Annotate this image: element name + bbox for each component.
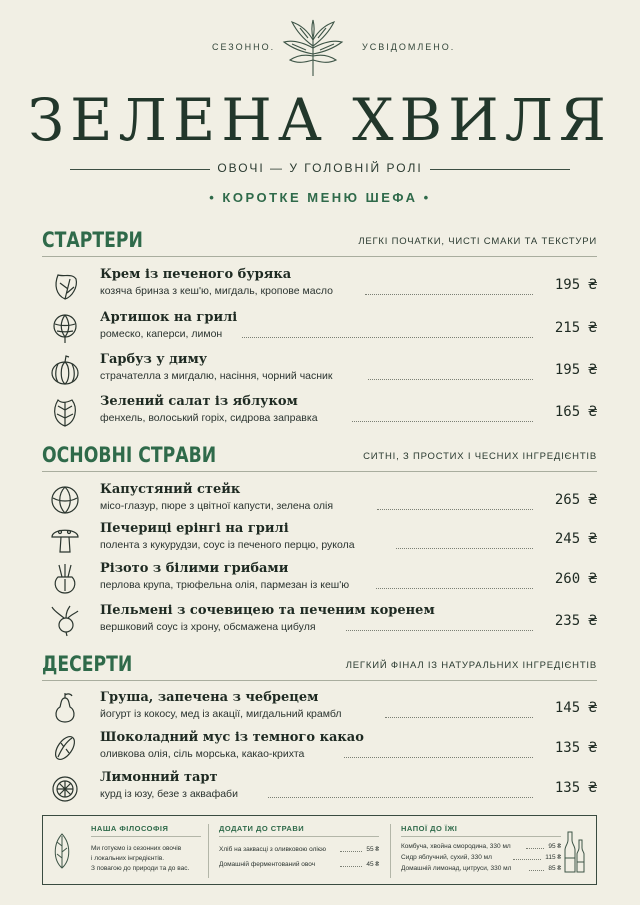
leader-dots <box>513 859 541 860</box>
item-description: перлова крупа, трюфельна олія, пармезан із кеш'ю <box>100 579 350 591</box>
item-description: оливкова олія, сіль морська, какао-крихта <box>100 748 305 760</box>
tag-mindful: УСВІДОМЛЕНО. <box>362 42 456 52</box>
extra-item <box>219 861 379 868</box>
item-description: полента з кукурудзи, соус із печеного перцю, рукола <box>100 539 355 551</box>
leader-dots <box>346 630 533 631</box>
item-price: 215 ₴ <box>554 320 597 336</box>
footer-divider <box>390 824 391 878</box>
extra-name: Хліб на заквасці з оливковою олією <box>219 846 327 853</box>
item-price: 145 ₴ <box>554 700 597 716</box>
restaurant-name: ЗЕЛЕНА ХВИЛЯ <box>28 86 612 154</box>
footer-heading: НАША ФІЛОСОФІЯ <box>91 824 169 833</box>
item-description: курд із юзу, безе з аквафаби <box>100 788 238 800</box>
item-name: Різото з білими грибами <box>100 561 289 576</box>
section-title: ОСНОВНІ СТРАВИ <box>42 443 217 467</box>
cabbage-icon <box>50 484 80 516</box>
section-subtitle: ЛЕГКИЙ ФІНАЛ ІЗ НАТУРАЛЬНИХ ІНГРЕДІЄНТІВ <box>345 660 597 671</box>
footer-rule <box>219 836 379 837</box>
leader-dots <box>377 509 533 510</box>
item-price: 165 ₴ <box>554 404 597 420</box>
section-subtitle: СИТНІ, З ПРОСТИХ І ЧЕСНИХ ІНГРЕДІЄНТІВ <box>363 451 597 462</box>
section-divider <box>42 471 597 472</box>
leaf-bunch-icon <box>278 18 348 78</box>
footer-philosophy <box>91 824 201 874</box>
artichoke-icon <box>50 312 80 344</box>
footer-box <box>42 815 597 885</box>
header-top <box>0 18 640 78</box>
leader-dots <box>352 421 533 422</box>
leaf-icon <box>51 830 73 870</box>
item-price: 265 ₴ <box>554 492 597 508</box>
leader-dots <box>526 848 544 849</box>
extra-price: 55 ₴ <box>366 846 379 853</box>
philosophy-line: і локальних інгредієнтів. <box>91 855 165 862</box>
item-name: Артишок на грилі <box>100 310 238 325</box>
drink-item <box>401 854 561 861</box>
section-desserts-header <box>42 652 597 678</box>
lettuce-icon <box>50 396 80 428</box>
mushroom-icon <box>50 523 80 555</box>
section-title: СТАРТЕРИ <box>42 228 143 252</box>
fennel-icon <box>50 563 80 595</box>
philosophy-line: З повагою до природи та до вас. <box>91 865 190 872</box>
menu-item <box>42 730 597 770</box>
bottles-icon <box>560 828 586 874</box>
item-description: фенхель, волоський горіх, сидрова заправка <box>100 412 318 424</box>
item-price: 195 ₴ <box>554 362 597 378</box>
menu-item <box>42 394 597 434</box>
section-mains-header <box>42 443 597 469</box>
pumpkin-icon <box>50 354 80 386</box>
menu-item <box>42 482 597 522</box>
item-description: йогурт із кокосу, мед із акації, мигдальний крамбл <box>100 708 342 720</box>
extra-item <box>219 846 379 853</box>
leader-dots <box>340 866 362 867</box>
drink-price: 95 ₴ <box>548 843 561 850</box>
leader-dots <box>365 294 533 295</box>
drink-item <box>401 843 561 850</box>
menu-item <box>42 521 597 561</box>
section-divider <box>42 256 597 257</box>
divider-line <box>430 169 570 170</box>
item-name: Гарбуз у диму <box>100 352 208 367</box>
item-price: 260 ₴ <box>554 571 597 587</box>
radish-icon <box>50 605 80 637</box>
leader-dots <box>529 870 544 871</box>
cocoa-pod-icon <box>50 732 80 764</box>
item-description: козяча бринза з кеш'ю, мигдаль, кропове масло <box>100 285 333 297</box>
item-description: страчателла з мигдалю, насіння, чорний часник <box>100 370 333 382</box>
leader-dots <box>368 379 533 380</box>
item-name: Лимонний тарт <box>100 770 218 785</box>
item-name: Крем із печеного буряка <box>100 267 292 282</box>
menu-item <box>42 770 597 810</box>
drink-price: 115 ₴ <box>545 854 561 861</box>
item-name: Зелений салат із яблуком <box>100 394 298 409</box>
menu-item <box>42 603 597 643</box>
drink-price: 85 ₴ <box>548 865 561 872</box>
tagline-row <box>70 161 570 177</box>
lemon-icon <box>50 772 80 804</box>
section-subtitle: ЛЕГКІ ПОЧАТКИ, ЧИСТІ СМАКИ ТА ТЕКСТУРИ <box>358 236 597 247</box>
item-name: Груша, запечена з чебрецем <box>100 690 319 705</box>
menu-item <box>42 310 597 350</box>
footer-rule <box>91 836 201 837</box>
beet-leaf-icon <box>50 269 80 301</box>
leader-dots <box>385 717 533 718</box>
leader-dots <box>242 337 533 338</box>
item-price: 135 ₴ <box>554 780 597 796</box>
philosophy-line: Ми готуємо із сезонних овочів <box>91 845 182 852</box>
item-name: Пельмені з сочевицею та печеним коренем <box>100 603 435 618</box>
item-name: Печериці ерінгі на грилі <box>100 521 289 536</box>
menu-item <box>42 267 597 307</box>
item-description: ромеско, каперси, лимон <box>100 328 223 340</box>
item-price: 235 ₴ <box>554 613 597 629</box>
leader-dots <box>396 548 533 549</box>
menu-item <box>42 561 597 601</box>
footer-drinks <box>401 824 561 880</box>
footer-extras <box>219 824 379 880</box>
tag-seasonal: СЕЗОННО. <box>212 42 276 52</box>
item-description: місо-глазур, пюре з цвітної капусти, зелена олія <box>100 500 334 512</box>
drink-name: Домашній лимонад, цитруси, 330 мл <box>401 865 512 872</box>
item-price: 135 ₴ <box>554 740 597 756</box>
leader-dots <box>268 797 533 798</box>
item-name: Шоколадний мус із темного какао <box>100 730 364 745</box>
drink-name: Комбуча, хвойна смородина, 330 мл <box>401 843 511 850</box>
leader-dots <box>376 588 533 589</box>
drink-item <box>401 865 561 872</box>
leader-dots <box>344 757 533 758</box>
menu-item <box>42 690 597 730</box>
menu-item <box>42 352 597 392</box>
extra-price: 45 ₴ <box>366 861 379 868</box>
section-starters-header <box>42 228 597 254</box>
item-name: Капустяний стейк <box>100 482 241 497</box>
section-divider <box>42 680 597 681</box>
extra-name: Домашній ферментований овоч <box>219 861 316 868</box>
leader-dots <box>340 851 362 852</box>
pear-icon <box>50 692 80 724</box>
footer-divider <box>208 824 209 878</box>
section-title: ДЕСЕРТИ <box>42 652 133 676</box>
item-price: 195 ₴ <box>554 277 597 293</box>
footer-heading: ДОДАТИ ДО СТРАВИ <box>219 824 305 833</box>
footer-rule <box>401 836 561 837</box>
drink-name: Сидр яблучний, сухий, 330 мл <box>401 854 492 861</box>
tagline: ОВОЧІ — У ГОЛОВНІЙ РОЛІ <box>217 161 423 175</box>
item-price: 245 ₴ <box>554 531 597 547</box>
item-description: вершковий соус із хрону, обсмажена цибуля <box>100 621 316 633</box>
footer-heading: НАПОЇ ДО ЇЖІ <box>401 824 458 833</box>
chef-menu-label: • КОРОТКЕ МЕНЮ ШЕФА • <box>209 190 431 205</box>
